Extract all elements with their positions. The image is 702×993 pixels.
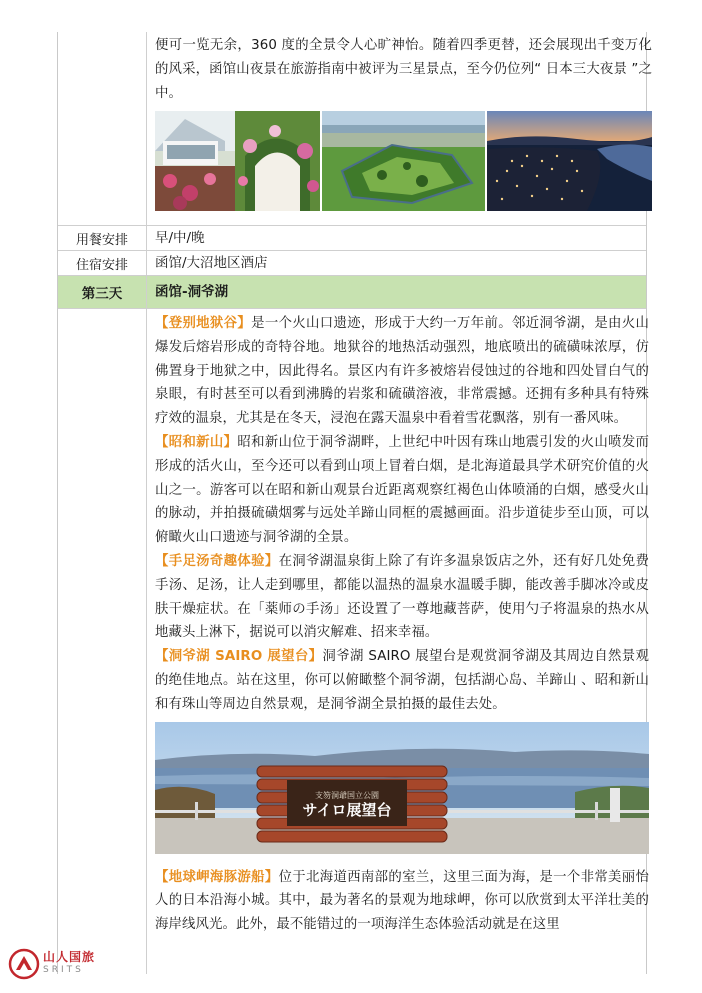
hotel-row <box>58 251 646 276</box>
day-content-cell <box>147 309 655 974</box>
intro-photos <box>155 111 652 211</box>
section-showashinzan <box>155 431 649 550</box>
photo-sairo-observatory <box>155 722 649 854</box>
section-heading: 【地球岬海豚游船】 <box>155 869 279 885</box>
day-header-row <box>58 276 646 309</box>
brand-name-en: SRITS <box>43 965 84 975</box>
hotel-value: 函馆/大沼地区酒店 <box>155 255 268 271</box>
section-chikyumisaki <box>155 866 649 937</box>
brand-name-cn: 山人国旅 <box>43 950 96 964</box>
intro-text: 便可一览无余，360 度的全景令人心旷神怡。随着四季更替，还会展现出千变万化的风采，函馆山夜景在旅游指南中被评为三星景点，至今仍位列“ 日本三大夜景 ”之中。 <box>155 38 652 101</box>
meals-value: 早/中/晚 <box>155 230 205 246</box>
brand-text <box>43 951 95 977</box>
sign-line2: サイロ展望台 <box>302 800 392 819</box>
section-body: 位于北海道西南部的室兰，这里三面为海，是一个非常美丽怡人的日本沿海小城。其中，最为著名的景观为地球岬，你可以欣赏到太平洋壮美的海岸线风光。此外，最不能错过的一项海洋生态体验活动就是在这里 <box>155 869 649 933</box>
day-content-row <box>58 309 649 974</box>
brand-logo-icon <box>8 948 40 980</box>
section-jigokudani <box>155 312 649 431</box>
itinerary-table <box>57 32 652 974</box>
hotel-label: 住宿安排 <box>58 251 147 275</box>
section-footbath <box>155 550 649 645</box>
section-heading: 【昭和新山】 <box>155 434 238 450</box>
section-body: 昭和新山位于洞爷湖畔，上世纪中叶因有珠山地震引发的火山喷发而形成的活火山，至今还可以看到山项上冒着白烟，是北海道最具学术研究价值的火山之一。游客可以在昭和新山观景台近距离观察红褐色山体喷涌的白烟，感受火山的脉动，并拍摄硫磺烟雾与远处羊蹄山同框的震撼画面。沿步道徒步至山顶，可以俯瞰火山口遗迹与洞爷湖的全景。 <box>155 434 649 546</box>
meals-row <box>58 226 646 251</box>
photo-hakodate-night <box>487 111 652 211</box>
intro-cell <box>147 32 658 225</box>
section-heading: 【登别地狱谷】 <box>155 316 252 331</box>
empty-label-cell <box>58 32 147 225</box>
section-heading: 【手足汤奇趣体验】 <box>155 553 279 569</box>
section-body: 是一个火山口遗迹，形成于大约一万年前。邻近洞爷湖，是由火山爆发后熔岩形成的奇特谷地。地狱谷的地热活动强烈，地底喷出的硫磺味浓厚，仿佛置身于地狱之中，因此得名。景区内有许多被熔岩侵蚀过的谷地和四处冒白气的泉眼，有时甚至可以看到沸腾的岩浆和硫磺溶液，非常震撼。还拥有多种具有特殊疗效的温泉，尤其是在冬天，浸泡在露天温泉中看着雪花飘落，别有一番风味。 <box>155 316 649 427</box>
footer-brand <box>8 948 95 980</box>
section-sairo <box>155 645 649 716</box>
section-heading: 【洞爷湖 SAIRO 展望台】 <box>155 649 323 665</box>
photo-goryokaku-aerial <box>322 111 485 211</box>
empty-label-cell <box>58 309 147 974</box>
photo-greenhouse-garden <box>155 111 320 211</box>
sign-line1: 支笏洞爺国立公園 <box>315 790 379 800</box>
day-label: 第三天 <box>58 276 147 308</box>
day-title: 函馆-洞爷湖 <box>155 284 229 300</box>
section-body: 在洞爷湖温泉街上除了有许多温泉饭店之外，还有好几处免费手汤、足汤，让人走到哪里，都能以温热的温泉水温暖手脚，能改善手脚冰冷或皮肤干燥症状。在「薬师の手汤」还设置了一尊地藏菩萨，使用勺子将温泉的热水从地藏头上淋下，据说可以消灾解难、招来幸福。 <box>155 553 649 641</box>
meals-label: 用餐安排 <box>58 226 147 250</box>
intro-row <box>58 32 652 226</box>
section-body: 洞爷湖 SAIRO 展望台是观赏洞爷湖及其周边自然景观的绝佳地点。站在这里，你可以俯瞰整个洞爷湖，包括湖心岛、羊蹄山 、昭和新山和有珠山等周边自然景观，是洞爷湖全景拍摄的最佳去处。 <box>155 649 649 712</box>
